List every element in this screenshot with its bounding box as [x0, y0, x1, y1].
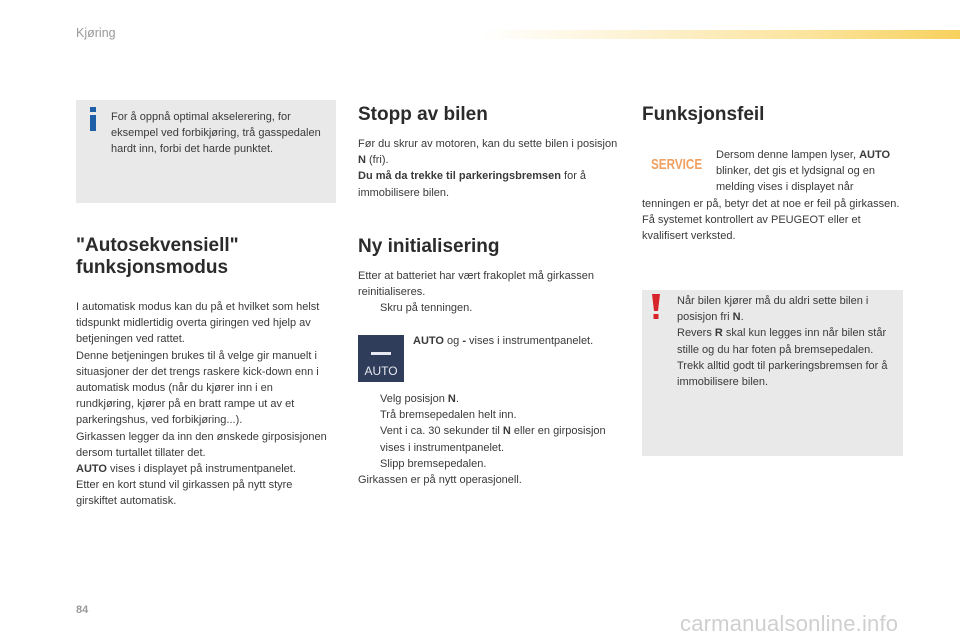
fault-p1-rest: blinker, det gis et lydsignal og en melding vises i displayet når tenningen er på, betyr det at noe er feil på girkassen.: [642, 165, 900, 210]
auto-seq-paragraph-4: [76, 461, 328, 477]
stop-p2-bold: Du må da trekke til parkeringsbremsen: [358, 170, 561, 183]
warn-l2-text: Revers: [677, 327, 715, 340]
auto-seq-paragraph-1: I automatisk modus kan du på et hvilket som helst tidspunkt midlertidig overta giringen ved hjelp av betjeningen ved rattet.: [76, 301, 320, 346]
step-3-text: Trå bremsepedalen helt inn.: [380, 409, 517, 422]
warn-l2-rest: skal kun legges inn når bilen står stille og du har foten på bremsepedalen.: [677, 327, 887, 356]
fault-text: [642, 147, 904, 244]
reinit-step-5: [358, 456, 620, 472]
step-5-text: Slipp bremsepedalen.: [380, 457, 487, 470]
stop-title: Stopp av bilen: [358, 104, 488, 125]
stop-section: [358, 104, 620, 201]
warn-l2-gear: R: [714, 327, 723, 340]
reinit-title: Ny initialisering: [358, 236, 500, 257]
service-icon-spacer: [642, 147, 716, 195]
auto-seq-p4-text: vises i displayet på instrumentpanelet.: [106, 463, 296, 476]
info-icon: [86, 107, 100, 131]
stop-paragraph-1: [358, 136, 620, 168]
badge-caption-mid: og: [443, 335, 463, 347]
stop-p1-gear: N: [358, 154, 366, 167]
stop-p2-text: for å immobilisere bilen.: [358, 170, 587, 199]
info-text: For å oppnå optimal akselerering, for eksempel ved forbikjøring, trå gasspedalen hardt inn, forbi det harde punktet.: [111, 111, 321, 156]
step-4-gear: N: [502, 425, 511, 438]
warning-line-1: [677, 293, 899, 325]
warn-l1-end: .: [740, 311, 744, 324]
step-4-end: eller en girposisjon vises i instrumentpanelet.: [380, 425, 606, 454]
auto-display-badge: [358, 335, 404, 382]
fault-auto-label: AUTO: [859, 149, 891, 161]
reinit-paragraph: Etter at batteriet har vært frakoplet må girkassen reinitialiseres.: [358, 270, 594, 299]
watermark: carmanualsonline.info: [680, 611, 899, 636]
badge-caption: [413, 333, 623, 349]
step-2-gear: N: [447, 393, 456, 405]
page-number: 84: [76, 604, 89, 616]
reinit-step-1: [358, 300, 620, 316]
stop-p1-text: Før du skrur av motoren, kan du sette bilen i posisjon: [358, 138, 618, 150]
warning-icon: [650, 294, 662, 320]
fault-paragraph-2: Få systemet kontrollert av PEUGEOT eller et kvalifisert verksted.: [642, 213, 861, 243]
auto-sequential-section: [76, 235, 328, 510]
fault-p1-text: Dersom denne lampen lyser,: [716, 149, 860, 161]
page-section-title: Kjøring: [76, 26, 116, 40]
warning-line-2: [677, 325, 899, 357]
auto-seq-paragraph-3: Girkassen legger da inn den ønskede girposisjonen dersom turtallet tillater det.: [76, 430, 327, 459]
stop-p1-end: (fri).: [365, 154, 389, 167]
stop-paragraph-2: [358, 168, 620, 200]
reinit-section: [358, 236, 620, 317]
fault-title: Funksjonsfeil: [642, 104, 765, 125]
auto-seq-paragraph-5: Etter en kort stund vil girkassen på nytt styre girskiftet automatisk.: [76, 479, 293, 508]
badge-caption-bold: AUTO: [413, 335, 444, 347]
reinit-final: Girkassen er på nytt operasjonell.: [358, 474, 522, 487]
reinit-step-3: [358, 407, 620, 423]
step-2-end: .: [455, 393, 459, 405]
dash-indicator-icon: [371, 352, 391, 355]
auto-seq-paragraph-2: Denne betjeningen brukes til å velge gir manuelt i situasjoner der det trengs raskere kick-down enn i automatisk modus (når du kjører inn i en rundkjøring, kjører på en bratt rampe ut av et parkeringshus, ved forbikjøring...).: [76, 349, 319, 427]
badge-caption-text: vises i instrumentpanelet.: [466, 335, 594, 347]
warn-l1-gear: N: [732, 311, 741, 324]
warning-text: [677, 293, 899, 390]
service-warning-icon: SERVICE: [651, 156, 703, 173]
step-2-text: Velg posisjon: [380, 393, 448, 405]
reinit-step-2: [358, 391, 620, 407]
warning-line-3: Trekk alltid godt til parkeringsbremsen for å immobilisere bilen.: [677, 359, 888, 389]
step-4-text: Vent i ca. 30 sekunder til: [380, 425, 503, 438]
auto-label: AUTO: [76, 463, 107, 476]
auto-badge-label: AUTO: [364, 364, 398, 378]
fault-section: [642, 104, 904, 126]
reinit-steps: [358, 391, 620, 488]
header-accent-bar: [480, 30, 960, 39]
reinit-step-1-text: Skru på tenningen.: [380, 302, 473, 315]
auto-sequential-title: "Autosekvensiell" funksjonsmodus: [76, 235, 239, 278]
badge-caption-dash: -: [462, 335, 466, 347]
reinit-step-4: [358, 423, 620, 455]
warn-l1-text: Når bilen kjører må du aldri sette bilen i posisjon fri: [677, 295, 869, 324]
